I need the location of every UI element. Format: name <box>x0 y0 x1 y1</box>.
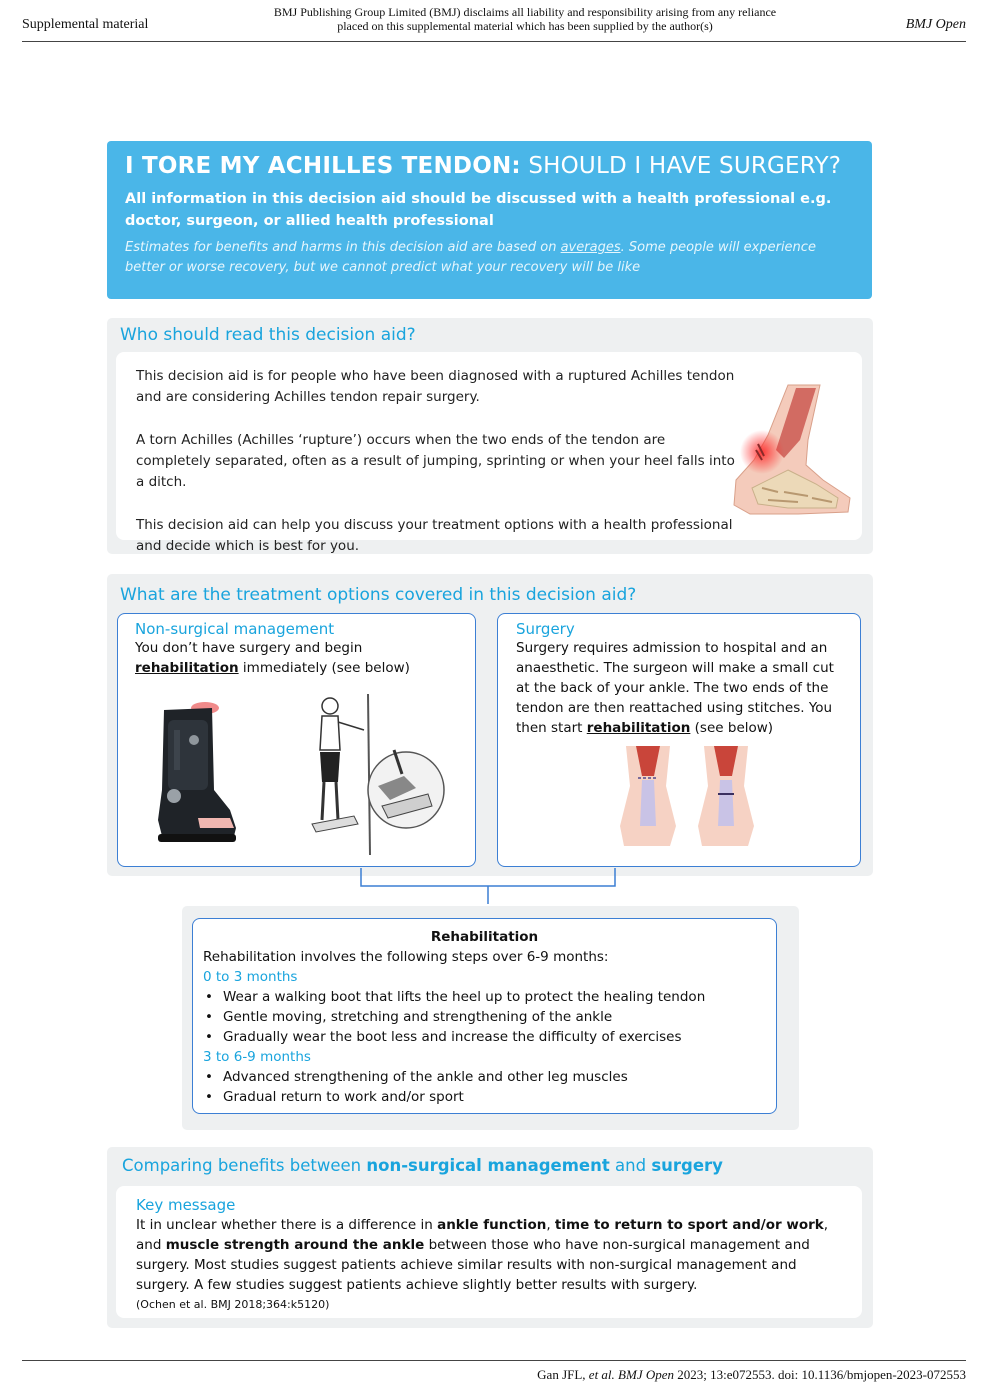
options-to-rehab-connector <box>355 866 621 906</box>
nonsurgical-title: Non-surgical management <box>135 620 335 638</box>
footer-journal: . BMJ Open <box>611 1367 674 1382</box>
footer-authors: Gan JFL, <box>537 1367 589 1382</box>
achilles-foot-illustration <box>728 380 854 520</box>
options-title: What are the treatment options covered in this decision aid? <box>120 585 637 605</box>
header-disclaimer <box>230 5 820 33</box>
compare-title-c: and <box>609 1156 652 1175</box>
surgery-body <box>516 638 842 738</box>
compare-title-a: Comparing benefits between <box>122 1156 367 1175</box>
surgery-rehab-link: rehabilitation <box>586 720 691 736</box>
rehab-phase-1: 0 to 3 months <box>203 969 298 985</box>
km-t2: , <box>546 1217 555 1233</box>
rehab-title: Rehabilitation <box>430 929 539 945</box>
nonsurgical-body <box>135 638 458 678</box>
note-averages: averages <box>560 240 621 255</box>
nonsurgical-body-a: You don’t have surgery and begin <box>135 640 363 656</box>
who-paragraph-1: This decision aid is for people who have been diagnosed with a ruptured Achilles tendon and are considering Achilles tendon repair surgery. <box>136 368 735 405</box>
compare-title-b: non-surgical management <box>366 1156 610 1175</box>
list-item: • Gentle moving, stretching and strengthening of the ankle <box>203 1007 766 1027</box>
who-paragraph-2: A torn Achilles (Achilles ‘rupture’) occurs when the two ends of the tendon are completely separated, often as a result of jumping, sprinting or when your heel falls into a ditch. <box>136 432 735 490</box>
compare-title <box>122 1156 723 1175</box>
header-left: Supplemental material <box>22 17 149 32</box>
walking-boot-illustration <box>150 700 240 845</box>
key-message-label: Key message <box>136 1196 236 1214</box>
list-item: • Advanced strengthening of the ankle and other leg muscles <box>203 1067 766 1087</box>
footer-rule <box>22 1360 966 1361</box>
who-paragraph-3: This decision aid can help you discuss your treatment options with a health professional and decide which is best for you. <box>136 517 733 554</box>
compare-title-d: surgery <box>651 1156 723 1175</box>
who-title: Who should read this decision aid? <box>120 325 416 345</box>
key-message-text <box>136 1215 851 1295</box>
rehab-phase-1-list <box>203 987 766 1047</box>
km-b3: muscle strength around the ankle <box>165 1237 425 1253</box>
who-text <box>136 366 736 557</box>
list-item: • Gradual return to work and/or sport <box>203 1087 766 1107</box>
compare-body <box>136 1195 851 1313</box>
banner-note <box>125 238 854 278</box>
page-title <box>125 151 854 181</box>
surgery-body-b: (see below) <box>690 720 774 736</box>
note-after: . Some people will experience better or worse recovery, but we cannot predict what your recovery will be like <box>125 240 816 275</box>
rehab-phase-2-list <box>203 1067 766 1107</box>
calf-raise-exercise-illustration <box>298 690 446 860</box>
header-rule <box>22 41 966 42</box>
footer-citation <box>537 1367 966 1383</box>
note-before: Estimates for benefits and harms in this decision aid are based on <box>125 240 561 255</box>
rehab-phase-2: 3 to 6-9 months <box>203 1049 311 1065</box>
header-journal: BMJ Open <box>905 17 966 32</box>
km-b2: time to return to sport and/or work <box>554 1217 824 1233</box>
reference: (Ochen et al. BMJ 2018;364:k5120) <box>136 1298 330 1311</box>
km-b1: ankle function <box>437 1217 547 1233</box>
list-item: • Wear a walking boot that lifts the heel up to protect the healing tendon <box>203 987 766 1007</box>
rehab-box <box>192 918 777 1114</box>
tendon-repair-illustration <box>616 746 762 852</box>
nonsurgical-rehab-link: rehabilitation <box>135 660 239 676</box>
title-banner <box>107 141 872 299</box>
km-t1: It in unclear whether there is a difference in <box>136 1217 438 1233</box>
surgery-body-a: Surgery requires admission to hospital and an anaesthetic. The surgeon will make a small cut at the back of your ankle. The two ends of the tendon are then reattached using stitches. You then start <box>516 640 834 736</box>
header-disclaimer-line2: placed on this supplemental material which has been supplied by the author(s) <box>337 19 713 33</box>
footer-doi: 2023; 13:e072553. doi: 10.1136/bmjopen-2023-072553 <box>674 1367 966 1382</box>
km-t3: , and <box>136 1217 829 1253</box>
title-bold: I TORE MY ACHILLES TENDON: <box>125 153 521 179</box>
banner-subtitle: All information in this decision aid should be discussed with a health professional e.g. doctor, surgeon, or allied health professional <box>125 191 832 229</box>
title-rest: SHOULD I HAVE SURGERY? <box>520 153 842 179</box>
footer-et-al: et al <box>588 1367 612 1382</box>
header-disclaimer-line1: BMJ Publishing Group Limited (BMJ) disclaims all liability and responsibility arising from any reliance <box>273 5 777 19</box>
km-t4: between those who have non-surgical management and surgery. Most studies suggest patients achieve similar results with non-surgical management and surgery. A few studies suggest patients achieve slightly better results with surgery. <box>136 1237 810 1293</box>
surgery-title: Surgery <box>516 620 575 638</box>
nonsurgical-body-b: immediately (see below) <box>238 660 410 676</box>
rehab-intro: Rehabilitation involves the following steps over 6-9 months: <box>203 949 609 965</box>
list-item: • Gradually wear the boot less and increase the difficulty of exercises <box>203 1027 766 1047</box>
